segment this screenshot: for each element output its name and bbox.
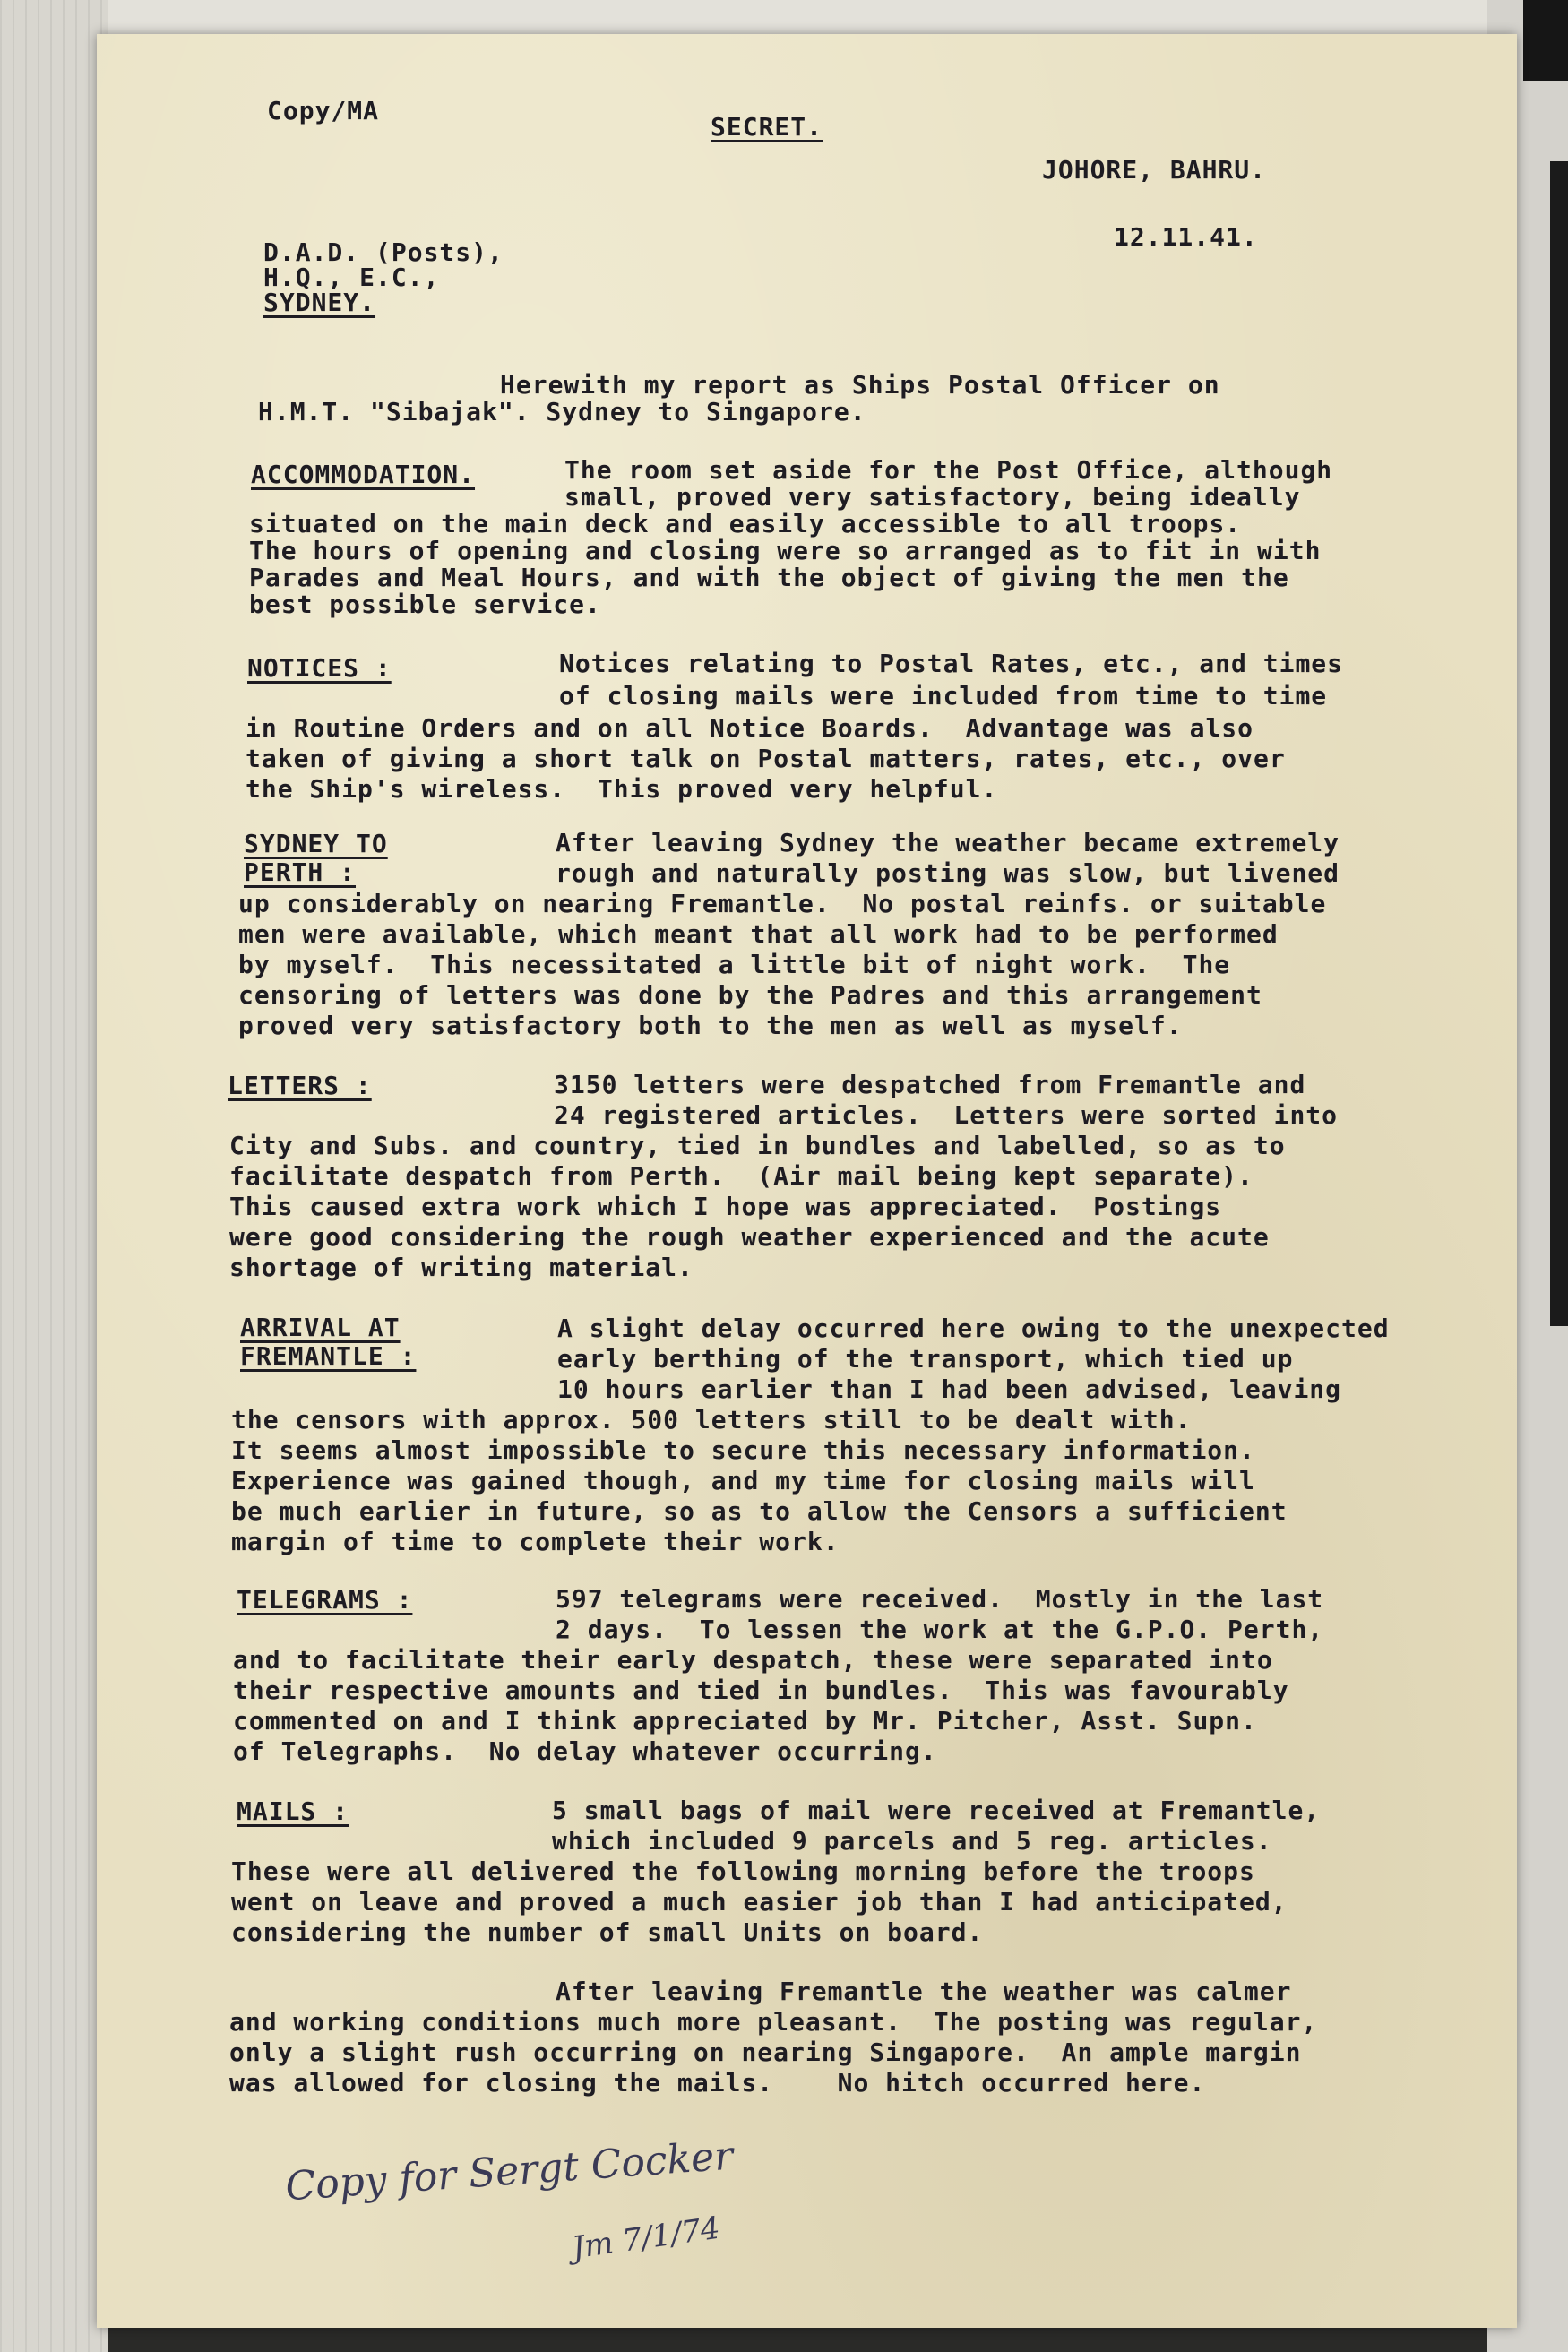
section-line: shortage of writing material. [229,1253,694,1282]
section-line: The hours of opening and closing were so arranged as to fit in with [249,536,1322,565]
section-heading: PERTH : [244,857,357,887]
section-line: the censors with approx. 500 letters still to be dealt with. [231,1405,1192,1434]
section-line: considering the number of small Units on board. [231,1917,984,1947]
section-heading: NOTICES : [247,653,392,683]
background-shadow [1523,0,1568,81]
section-line: were good considering the rough weather experienced and the acute [229,1222,1270,1252]
section-line: be much earlier in future, so as to allow the Censors a sufficient [231,1496,1288,1526]
section-heading: TELEGRAMS : [237,1585,413,1615]
section-line: went on leave and proved a much easier job than I had anticipated, [231,1887,1288,1917]
location: JOHORE, BAHRU. [1042,155,1267,185]
section-line: Experience was gained though, and my time for closing mails will [231,1466,1255,1495]
copy-mark: Copy/MA [267,96,380,125]
section-line: City and Subs. and country, tied in bundles and labelled, so as to [229,1131,1286,1160]
closing-line: and working conditions much more pleasant. The posting was regular, [229,2007,1318,2037]
section-heading: LETTERS : [228,1071,372,1100]
section-line: of Telegraphs. No delay whatever occurring. [233,1736,937,1766]
section-line: best possible service. [249,590,601,619]
section-line: 2 days. To lessen the work at the G.P.O. Perth, [556,1615,1324,1644]
intro-line: H.M.T. "Sibajak". Sydney to Singapore. [258,397,866,426]
section-line: situated on the main deck and easily accessible to all troops. [249,509,1242,538]
section-line: small, proved very satisfactory, being ideally [564,482,1301,512]
addressee-line: SYDNEY. [263,288,376,317]
section-line: 597 telegrams were received. Mostly in the last [556,1584,1324,1614]
section-line: 24 registered articles. Letters were sorted into [554,1100,1339,1130]
section-heading: FREMANTLE : [240,1341,417,1371]
section-heading: SYDNEY TO [244,829,388,858]
section-line: 5 small bags of mail were received at Fremantle, [552,1796,1321,1825]
closing-line: only a slight rush occurring on nearing Singapore. An ample margin [229,2038,1302,2067]
section-line: Notices relating to Postal Rates, etc., and times [559,649,1344,678]
section-line: facilitate despatch from Perth. (Air mail being kept separate). [229,1161,1254,1191]
closing-line: After leaving Fremantle the weather was calmer [556,1977,1292,2006]
closing-line: was allowed for closing the mails. No hitch occurred here. [229,2068,1206,2098]
section-line: rough and naturally posting was slow, but livened [556,858,1340,888]
section-line: their respective amounts and tied in bundles. This was favourably [233,1676,1289,1705]
handwritten-note: Copy for Sergt Cocker [283,2132,735,2210]
background-board-texture [0,0,108,2352]
section-line: in Routine Orders and on all Notice Boards. Advantage was also [246,713,1254,743]
section-line: It seems almost impossible to secure this necessary information. [231,1435,1255,1465]
section-line: Parades and Meal Hours, and with the object of giving the men the [249,563,1289,592]
section-line: up considerably on nearing Fremantle. No postal reinfs. or suitable [238,889,1327,918]
section-line: censoring of letters was done by the Padres and this arrangement [238,980,1262,1010]
classification: SECRET. [711,112,823,142]
section-line: 10 hours earlier than I had been advised, leaving [557,1374,1342,1404]
section-line: These were all delivered the following morning before the troops [231,1857,1255,1886]
section-line: which included 9 parcels and 5 reg. articles. [552,1826,1272,1856]
section-line: margin of time to complete their work. [231,1527,840,1556]
section-line: men were available, which meant that all work had to be performed [238,919,1279,949]
section-line: taken of giving a short talk on Postal matters, rates, etc., over [246,744,1286,773]
addressee-line: H.Q., E.C., [263,263,440,292]
intro-line: Herewith my report as Ships Postal Officer on [500,370,1220,400]
section-line: 3150 letters were despatched from Fremantle and [554,1070,1306,1099]
document-page [97,34,1517,2328]
section-line: commented on and I think appreciated by Mr. Pitcher, Asst. Supn. [233,1706,1257,1736]
date: 12.11.41. [1114,222,1258,252]
background-shadow [1550,161,1568,1326]
addressee-line: D.A.D. (Posts), [263,237,504,267]
section-line: of closing mails were included from time to time [559,681,1328,711]
section-line: early berthing of the transport, which tied up [557,1344,1294,1374]
section-line: A slight delay occurred here owing to the unexpected [557,1314,1390,1343]
handwritten-initials: Jm 7/1/74 [570,2210,723,2267]
section-line: the Ship's wireless. This proved very helpful. [246,774,998,804]
section-line: This caused extra work which I hope was appreciated. Postings [229,1192,1222,1221]
section-line: and to facilitate their early despatch, these were separated into [233,1645,1273,1675]
section-heading: ACCOMMODATION. [251,460,476,489]
section-line: After leaving Sydney the weather became extremely [556,828,1340,857]
section-line: The room set aside for the Post Office, although [564,455,1333,485]
section-heading: ARRIVAL AT [240,1313,401,1342]
section-heading: MAILS : [237,1796,349,1826]
section-line: by myself. This necessitated a little bit of night work. The [238,950,1231,979]
section-line: proved very satisfactory both to the men as well as myself. [238,1011,1183,1040]
